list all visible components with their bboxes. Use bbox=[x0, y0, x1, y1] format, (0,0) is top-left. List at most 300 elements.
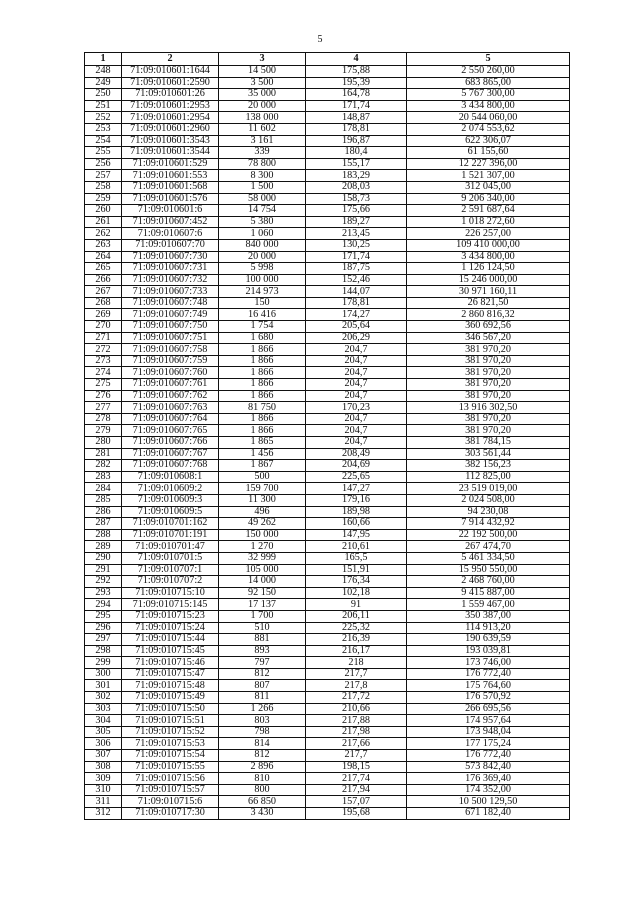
cadastral-value-cell: 360 692,56 bbox=[407, 321, 570, 333]
cadastral-number-cell: 71:09:010607:766 bbox=[122, 437, 219, 449]
cadastral-number-cell: 71:09:010715:10 bbox=[122, 587, 219, 599]
specific-value-cell: 217,88 bbox=[306, 715, 407, 727]
row-number-cell: 269 bbox=[85, 309, 122, 321]
area-cell: 11 300 bbox=[219, 494, 306, 506]
specific-value-cell: 198,15 bbox=[306, 761, 407, 773]
area-cell: 1 866 bbox=[219, 355, 306, 367]
page-number: 5 bbox=[317, 34, 323, 45]
specific-value-cell: 204,7 bbox=[306, 437, 407, 449]
area-cell: 35 000 bbox=[219, 89, 306, 101]
cadastral-number-cell: 71:09:010607:765 bbox=[122, 425, 219, 437]
row-number-cell: 303 bbox=[85, 703, 122, 715]
table-row bbox=[85, 66, 570, 78]
area-cell: 1 754 bbox=[219, 321, 306, 333]
cadastral-number-cell: 71:09:010701:162 bbox=[122, 518, 219, 530]
table-row bbox=[85, 437, 570, 449]
cadastral-number-cell: 71:09:010715:52 bbox=[122, 726, 219, 738]
table-row bbox=[85, 158, 570, 170]
cadastral-value-cell: 15 950 550,00 bbox=[407, 564, 570, 576]
cadastral-number-cell: 71:09:010609:2 bbox=[122, 483, 219, 495]
area-cell: 496 bbox=[219, 506, 306, 518]
area-cell: 3 500 bbox=[219, 77, 306, 89]
row-number-cell: 312 bbox=[85, 808, 122, 820]
row-number-cell: 266 bbox=[85, 274, 122, 286]
area-cell: 20 000 bbox=[219, 100, 306, 112]
table-row bbox=[85, 587, 570, 599]
area-cell: 1 866 bbox=[219, 344, 306, 356]
specific-value-cell: 175,88 bbox=[306, 66, 407, 78]
specific-value-cell: 204,7 bbox=[306, 413, 407, 425]
cadastral-number-cell: 71:09:010607:768 bbox=[122, 460, 219, 472]
table-row bbox=[85, 123, 570, 135]
table-row bbox=[85, 251, 570, 263]
row-number-cell: 251 bbox=[85, 100, 122, 112]
cadastral-number-cell: 71:09:010601:1644 bbox=[122, 66, 219, 78]
row-number-cell: 270 bbox=[85, 321, 122, 333]
table-row bbox=[85, 622, 570, 634]
specific-value-cell: 206,11 bbox=[306, 610, 407, 622]
row-number-cell: 260 bbox=[85, 205, 122, 217]
cadastral-number-cell: 71:09:010607:764 bbox=[122, 413, 219, 425]
table-row bbox=[85, 576, 570, 588]
table-row bbox=[85, 599, 570, 611]
specific-value-cell: 204,7 bbox=[306, 425, 407, 437]
cadastral-number-cell: 71:09:010608:1 bbox=[122, 471, 219, 483]
table-row bbox=[85, 286, 570, 298]
area-cell: 510 bbox=[219, 622, 306, 634]
table-row bbox=[85, 100, 570, 112]
cadastral-value-cell: 61 155,60 bbox=[407, 147, 570, 159]
table-row bbox=[85, 390, 570, 402]
cadastral-number-cell: 71:09:010601:3543 bbox=[122, 135, 219, 147]
area-cell: 797 bbox=[219, 657, 306, 669]
row-number-cell: 267 bbox=[85, 286, 122, 298]
row-number-cell: 259 bbox=[85, 193, 122, 205]
area-cell: 812 bbox=[219, 668, 306, 680]
cadastral-value-cell: 381 970,20 bbox=[407, 355, 570, 367]
specific-value-cell: 130,25 bbox=[306, 239, 407, 251]
area-cell: 11 602 bbox=[219, 123, 306, 135]
specific-value-cell: 171,74 bbox=[306, 100, 407, 112]
cadastral-number-cell: 71:09:010609:3 bbox=[122, 494, 219, 506]
specific-value-cell: 178,81 bbox=[306, 297, 407, 309]
row-number-cell: 306 bbox=[85, 738, 122, 750]
table-row bbox=[85, 332, 570, 344]
cadastral-value-cell: 174 352,00 bbox=[407, 784, 570, 796]
row-number-cell: 295 bbox=[85, 610, 122, 622]
cadastral-value-cell: 2 550 260,00 bbox=[407, 66, 570, 78]
area-cell: 214 973 bbox=[219, 286, 306, 298]
cadastral-value-cell: 30 971 160,11 bbox=[407, 286, 570, 298]
cadastral-value-cell: 94 230,08 bbox=[407, 506, 570, 518]
row-number-cell: 255 bbox=[85, 147, 122, 159]
area-cell: 3 430 bbox=[219, 808, 306, 820]
cadastral-value-cell: 2 860 816,32 bbox=[407, 309, 570, 321]
table-row bbox=[85, 773, 570, 785]
area-cell: 1 680 bbox=[219, 332, 306, 344]
table-row bbox=[85, 263, 570, 275]
row-number-cell: 289 bbox=[85, 541, 122, 553]
specific-value-cell: 216,39 bbox=[306, 634, 407, 646]
row-number-cell: 250 bbox=[85, 89, 122, 101]
row-number-cell: 293 bbox=[85, 587, 122, 599]
cadastral-value-cell: 1 126 124,50 bbox=[407, 263, 570, 275]
row-number-cell: 268 bbox=[85, 297, 122, 309]
specific-value-cell: 204,69 bbox=[306, 460, 407, 472]
cadastral-number-cell: 71:09:010715:46 bbox=[122, 657, 219, 669]
cadastral-number-cell: 71:09:010715:23 bbox=[122, 610, 219, 622]
area-cell: 893 bbox=[219, 645, 306, 657]
column-header-4: 4 bbox=[306, 53, 407, 66]
cadastral-number-cell: 71:09:010607:748 bbox=[122, 297, 219, 309]
specific-value-cell: 91 bbox=[306, 599, 407, 611]
row-number-cell: 253 bbox=[85, 123, 122, 135]
cadastral-value-cell: 2 468 760,00 bbox=[407, 576, 570, 588]
cadastral-value-cell: 346 567,20 bbox=[407, 332, 570, 344]
row-number-cell: 272 bbox=[85, 344, 122, 356]
row-number-cell: 304 bbox=[85, 715, 122, 727]
cadastral-value-cell: 9 415 887,00 bbox=[407, 587, 570, 599]
table-row bbox=[85, 402, 570, 414]
table-row bbox=[85, 668, 570, 680]
area-cell: 17 137 bbox=[219, 599, 306, 611]
specific-value-cell: 195,39 bbox=[306, 77, 407, 89]
row-number-cell: 256 bbox=[85, 158, 122, 170]
cadastral-value-cell: 13 916 302,50 bbox=[407, 402, 570, 414]
specific-value-cell: 195,68 bbox=[306, 808, 407, 820]
cadastral-number-cell: 71:09:010715:44 bbox=[122, 634, 219, 646]
specific-value-cell: 205,64 bbox=[306, 321, 407, 333]
cadastral-value-cell: 190 639,59 bbox=[407, 634, 570, 646]
cadastral-value-cell: 193 039,81 bbox=[407, 645, 570, 657]
cadastral-value-cell: 22 192 500,00 bbox=[407, 529, 570, 541]
cadastral-value-cell: 109 410 000,00 bbox=[407, 239, 570, 251]
area-cell: 840 000 bbox=[219, 239, 306, 251]
area-cell: 1 866 bbox=[219, 425, 306, 437]
cadastral-value-cell: 20 544 060,00 bbox=[407, 112, 570, 124]
cadastral-number-cell: 71:09:010607:763 bbox=[122, 402, 219, 414]
table-row bbox=[85, 274, 570, 286]
specific-value-cell: 158,73 bbox=[306, 193, 407, 205]
area-cell: 1 866 bbox=[219, 413, 306, 425]
area-cell: 881 bbox=[219, 634, 306, 646]
specific-value-cell: 206,29 bbox=[306, 332, 407, 344]
area-cell: 1 866 bbox=[219, 379, 306, 391]
cadastral-number-cell: 71:09:010701:191 bbox=[122, 529, 219, 541]
row-number-cell: 309 bbox=[85, 773, 122, 785]
table-row bbox=[85, 367, 570, 379]
cadastral-number-cell: 71:09:010601:2954 bbox=[122, 112, 219, 124]
cadastral-value-cell: 573 842,40 bbox=[407, 761, 570, 773]
cadastral-value-cell: 7 914 432,92 bbox=[407, 518, 570, 530]
cadastral-number-cell: 71:09:010601:2590 bbox=[122, 77, 219, 89]
area-cell: 1 700 bbox=[219, 610, 306, 622]
cadastral-value-cell: 5 767 300,00 bbox=[407, 89, 570, 101]
specific-value-cell: 174,27 bbox=[306, 309, 407, 321]
row-number-cell: 248 bbox=[85, 66, 122, 78]
area-cell: 1 500 bbox=[219, 181, 306, 193]
specific-value-cell: 204,7 bbox=[306, 355, 407, 367]
table-row bbox=[85, 228, 570, 240]
table-row bbox=[85, 181, 570, 193]
cadastral-number-cell: 71:09:010607:767 bbox=[122, 448, 219, 460]
area-cell: 339 bbox=[219, 147, 306, 159]
cadastral-value-cell: 381 970,20 bbox=[407, 390, 570, 402]
cadastral-value-cell: 266 695,56 bbox=[407, 703, 570, 715]
cadastral-number-cell: 71:09:010607:749 bbox=[122, 309, 219, 321]
table-row bbox=[85, 425, 570, 437]
cadastral-number-cell: 71:09:010601:553 bbox=[122, 170, 219, 182]
row-number-cell: 276 bbox=[85, 390, 122, 402]
cadastral-value-cell: 2 024 508,00 bbox=[407, 494, 570, 506]
table-row bbox=[85, 680, 570, 692]
table-row bbox=[85, 738, 570, 750]
cadastral-number-cell: 71:09:010707:1 bbox=[122, 564, 219, 576]
specific-value-cell: 155,17 bbox=[306, 158, 407, 170]
specific-value-cell: 147,95 bbox=[306, 529, 407, 541]
table-row bbox=[85, 460, 570, 472]
row-number-cell: 298 bbox=[85, 645, 122, 657]
cadastral-value-cell: 10 500 129,50 bbox=[407, 796, 570, 808]
row-number-cell: 277 bbox=[85, 402, 122, 414]
cadastral-value-cell: 2 591 687,64 bbox=[407, 205, 570, 217]
table-row bbox=[85, 193, 570, 205]
specific-value-cell: 208,03 bbox=[306, 181, 407, 193]
specific-value-cell: 210,66 bbox=[306, 703, 407, 715]
area-cell: 2 896 bbox=[219, 761, 306, 773]
row-number-cell: 258 bbox=[85, 181, 122, 193]
area-cell: 159 700 bbox=[219, 483, 306, 495]
table-header-row bbox=[85, 53, 570, 66]
specific-value-cell: 102,18 bbox=[306, 587, 407, 599]
table-row bbox=[85, 448, 570, 460]
row-number-cell: 274 bbox=[85, 367, 122, 379]
cadastral-value-cell: 622 306,07 bbox=[407, 135, 570, 147]
table-row bbox=[85, 784, 570, 796]
row-number-cell: 308 bbox=[85, 761, 122, 773]
cadastral-value-cell: 381 970,20 bbox=[407, 413, 570, 425]
row-number-cell: 262 bbox=[85, 228, 122, 240]
specific-value-cell: 175,66 bbox=[306, 205, 407, 217]
cadastral-value-cell: 5 461 334,50 bbox=[407, 552, 570, 564]
row-number-cell: 254 bbox=[85, 135, 122, 147]
cadastral-value-cell: 381 970,20 bbox=[407, 344, 570, 356]
row-number-cell: 271 bbox=[85, 332, 122, 344]
area-cell: 16 416 bbox=[219, 309, 306, 321]
table-row bbox=[85, 170, 570, 182]
row-number-cell: 288 bbox=[85, 529, 122, 541]
area-cell: 5 998 bbox=[219, 263, 306, 275]
table-row bbox=[85, 297, 570, 309]
cadastral-value-cell: 176 772,40 bbox=[407, 750, 570, 762]
table-row bbox=[85, 216, 570, 228]
cadastral-number-cell: 71:09:010715:56 bbox=[122, 773, 219, 785]
cadastral-number-cell: 71:09:010607:6 bbox=[122, 228, 219, 240]
specific-value-cell: 217,8 bbox=[306, 680, 407, 692]
specific-value-cell: 218 bbox=[306, 657, 407, 669]
row-number-cell: 290 bbox=[85, 552, 122, 564]
specific-value-cell: 204,7 bbox=[306, 390, 407, 402]
cadastral-value-cell: 1 521 307,00 bbox=[407, 170, 570, 182]
row-number-cell: 280 bbox=[85, 437, 122, 449]
cadastral-value-cell: 350 387,00 bbox=[407, 610, 570, 622]
table-row bbox=[85, 518, 570, 530]
cadastral-number-cell: 71:09:010601:6 bbox=[122, 205, 219, 217]
row-number-cell: 302 bbox=[85, 692, 122, 704]
row-number-cell: 282 bbox=[85, 460, 122, 472]
table-body bbox=[85, 66, 570, 820]
cadastral-value-cell: 15 246 000,00 bbox=[407, 274, 570, 286]
cadastral-number-cell: 71:09:010707:2 bbox=[122, 576, 219, 588]
cadastral-value-cell: 173 746,00 bbox=[407, 657, 570, 669]
row-number-cell: 291 bbox=[85, 564, 122, 576]
cadastral-value-cell: 3 434 800,00 bbox=[407, 100, 570, 112]
specific-value-cell: 213,45 bbox=[306, 228, 407, 240]
specific-value-cell: 157,07 bbox=[306, 796, 407, 808]
row-number-cell: 264 bbox=[85, 251, 122, 263]
table-row bbox=[85, 750, 570, 762]
cadastral-value-table bbox=[84, 52, 570, 820]
table-row bbox=[85, 564, 570, 576]
area-cell: 92 150 bbox=[219, 587, 306, 599]
cadastral-number-cell: 71:09:010715:54 bbox=[122, 750, 219, 762]
specific-value-cell: 148,87 bbox=[306, 112, 407, 124]
area-cell: 150 bbox=[219, 297, 306, 309]
specific-value-cell: 217,7 bbox=[306, 668, 407, 680]
area-cell: 811 bbox=[219, 692, 306, 704]
specific-value-cell: 217,7 bbox=[306, 750, 407, 762]
specific-value-cell: 187,75 bbox=[306, 263, 407, 275]
area-cell: 58 000 bbox=[219, 193, 306, 205]
area-cell: 814 bbox=[219, 738, 306, 750]
column-header-2: 2 bbox=[122, 53, 219, 66]
cadastral-number-cell: 71:09:010607:731 bbox=[122, 263, 219, 275]
row-number-cell: 286 bbox=[85, 506, 122, 518]
table-row bbox=[85, 726, 570, 738]
cadastral-number-cell: 71:09:010601:3544 bbox=[122, 147, 219, 159]
area-cell: 803 bbox=[219, 715, 306, 727]
cadastral-number-cell: 71:09:010715:48 bbox=[122, 680, 219, 692]
table-row bbox=[85, 355, 570, 367]
specific-value-cell: 176,34 bbox=[306, 576, 407, 588]
area-cell: 14 500 bbox=[219, 66, 306, 78]
column-header-1: 1 bbox=[85, 53, 122, 66]
table-row bbox=[85, 552, 570, 564]
cadastral-number-cell: 71:09:010717:30 bbox=[122, 808, 219, 820]
cadastral-number-cell: 71:09:010715:57 bbox=[122, 784, 219, 796]
table-row bbox=[85, 309, 570, 321]
row-number-cell: 252 bbox=[85, 112, 122, 124]
cadastral-value-cell: 176 772,40 bbox=[407, 668, 570, 680]
area-cell: 810 bbox=[219, 773, 306, 785]
area-cell: 807 bbox=[219, 680, 306, 692]
area-cell: 20 000 bbox=[219, 251, 306, 263]
cadastral-number-cell: 71:09:010715:53 bbox=[122, 738, 219, 750]
table-row bbox=[85, 77, 570, 89]
cadastral-number-cell: 71:09:010607:750 bbox=[122, 321, 219, 333]
area-cell: 81 750 bbox=[219, 402, 306, 414]
cadastral-value-cell: 114 913,20 bbox=[407, 622, 570, 634]
cadastral-number-cell: 71:09:010701:5 bbox=[122, 552, 219, 564]
table-row bbox=[85, 645, 570, 657]
specific-value-cell: 208,49 bbox=[306, 448, 407, 460]
table-row bbox=[85, 321, 570, 333]
cadastral-number-cell: 71:09:010609:5 bbox=[122, 506, 219, 518]
cadastral-value-cell: 382 156,23 bbox=[407, 460, 570, 472]
row-number-cell: 292 bbox=[85, 576, 122, 588]
table-row bbox=[85, 135, 570, 147]
specific-value-cell: 165,5 bbox=[306, 552, 407, 564]
area-cell: 105 000 bbox=[219, 564, 306, 576]
cadastral-number-cell: 71:09:010607:751 bbox=[122, 332, 219, 344]
area-cell: 1 866 bbox=[219, 367, 306, 379]
cadastral-number-cell: 71:09:010715:55 bbox=[122, 761, 219, 773]
specific-value-cell: 225,65 bbox=[306, 471, 407, 483]
table-row bbox=[85, 634, 570, 646]
specific-value-cell: 183,29 bbox=[306, 170, 407, 182]
area-cell: 49 262 bbox=[219, 518, 306, 530]
table-row bbox=[85, 205, 570, 217]
table-row bbox=[85, 796, 570, 808]
specific-value-cell: 179,16 bbox=[306, 494, 407, 506]
specific-value-cell: 178,81 bbox=[306, 123, 407, 135]
table-row bbox=[85, 610, 570, 622]
cadastral-number-cell: 71:09:010607:730 bbox=[122, 251, 219, 263]
specific-value-cell: 217,66 bbox=[306, 738, 407, 750]
cadastral-number-cell: 71:09:010607:732 bbox=[122, 274, 219, 286]
area-cell: 150 000 bbox=[219, 529, 306, 541]
area-cell: 800 bbox=[219, 784, 306, 796]
area-cell: 1 866 bbox=[219, 390, 306, 402]
area-cell: 66 850 bbox=[219, 796, 306, 808]
row-number-cell: 249 bbox=[85, 77, 122, 89]
row-number-cell: 273 bbox=[85, 355, 122, 367]
area-cell: 812 bbox=[219, 750, 306, 762]
cadastral-value-cell: 175 764,60 bbox=[407, 680, 570, 692]
row-number-cell: 301 bbox=[85, 680, 122, 692]
row-number-cell: 296 bbox=[85, 622, 122, 634]
cadastral-number-cell: 71:09:010601:2960 bbox=[122, 123, 219, 135]
table-row bbox=[85, 506, 570, 518]
cadastral-value-cell: 1 018 272,60 bbox=[407, 216, 570, 228]
area-cell: 1 867 bbox=[219, 460, 306, 472]
cadastral-value-cell: 226 257,00 bbox=[407, 228, 570, 240]
specific-value-cell: 170,23 bbox=[306, 402, 407, 414]
row-number-cell: 279 bbox=[85, 425, 122, 437]
cadastral-value-cell: 177 175,24 bbox=[407, 738, 570, 750]
specific-value-cell: 171,74 bbox=[306, 251, 407, 263]
area-cell: 14 000 bbox=[219, 576, 306, 588]
table-row bbox=[85, 692, 570, 704]
cadastral-value-cell: 23 519 019,00 bbox=[407, 483, 570, 495]
cadastral-number-cell: 71:09:010715:51 bbox=[122, 715, 219, 727]
cadastral-number-cell: 71:09:010715:24 bbox=[122, 622, 219, 634]
table-row bbox=[85, 703, 570, 715]
cadastral-number-cell: 71:09:010601:568 bbox=[122, 181, 219, 193]
cadastral-number-cell: 71:09:010601:26 bbox=[122, 89, 219, 101]
row-number-cell: 283 bbox=[85, 471, 122, 483]
area-cell: 3 161 bbox=[219, 135, 306, 147]
table-row bbox=[85, 239, 570, 251]
table-row bbox=[85, 808, 570, 820]
area-cell: 1 270 bbox=[219, 541, 306, 553]
cadastral-value-cell: 267 474,70 bbox=[407, 541, 570, 553]
specific-value-cell: 217,72 bbox=[306, 692, 407, 704]
table-row bbox=[85, 413, 570, 425]
cadastral-number-cell: 71:09:010607:760 bbox=[122, 367, 219, 379]
table-row bbox=[85, 494, 570, 506]
row-number-cell: 285 bbox=[85, 494, 122, 506]
